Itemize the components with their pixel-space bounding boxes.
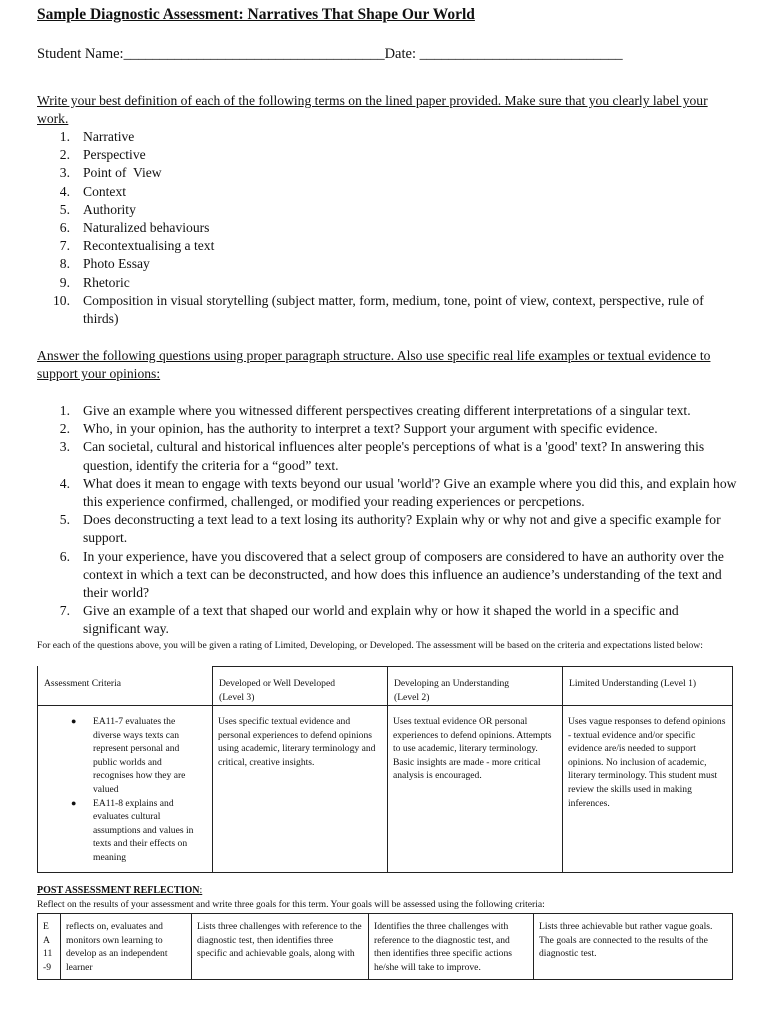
table-cell: Uses vague responses to defend opinions - textual evidence and/or specific evidence are/is needed to support opinions. No inclusion of academic, literary terminology. This student must review the skills used in making inferences. [563, 706, 733, 873]
post-assessment-heading: POST ASSESSMENT REFLECTION: [37, 885, 203, 896]
questions-list [37, 402, 737, 639]
list-item: 7. Give an example of a text that shaped our world and explain why or how it shaped the world in a specific and significant way. [59, 603, 679, 637]
list-item: ● EA11-7 evaluates the diverse ways texts can represent personal and public worlds and recognises how they are valued [71, 716, 186, 795]
table-cell: Lists three challenges with reference to the diagnostic test, then identifies three specific and achievable goals, along with [192, 914, 369, 980]
student-name-date-line: Student Name:____________________________________Date: ____________________________ [37, 46, 623, 62]
list-item: 4. Context [59, 183, 127, 199]
table-cell: reflects on, evaluates and monitors own learning to develop as an independent learner [61, 914, 192, 980]
list-item: 1. Narrative [59, 129, 135, 144]
table-row [38, 706, 733, 873]
table-header-cell: Assessment Criteria [38, 667, 213, 706]
post-assessment-description: Reflect on the results of your assessment and write three goals for this term. Your goals will be assessed using the following criteria: [37, 899, 545, 910]
list-item: 5. Authority [59, 201, 136, 217]
table-cell: Uses textual evidence OR personal experiences to defend opinions. Attempts to use academic, literary terminology. Basic insights are made - more critical analysis is encouraged. [388, 706, 563, 873]
list-item: 6. In your experience, have you discovered that a select group of composers are considered to have an authority over the context in which a text can be deconstructed, and how does this influence an audience’s understanding of the text and their world? [59, 548, 724, 601]
bullet-icon: ● [71, 797, 77, 808]
table-header-cell: Limited Understanding (Level 1) [563, 667, 733, 706]
bullet-icon: ● [71, 716, 77, 726]
list-item: ● EA11-8 explains and evaluates cultural assumptions and values in texts and their effects on meaning [71, 797, 194, 863]
rubric-table [37, 666, 733, 873]
list-item: 8. Photo Essay [59, 256, 150, 272]
table-cell: Lists three achievable but rather vague goals. The goals are connected to the results of the diagnostic test. [534, 914, 733, 980]
list-item: 3. Point of View [59, 165, 162, 181]
list-item: 6. Naturalized behaviours [59, 220, 210, 236]
list-item: 2. Perspective [59, 147, 146, 163]
list-item: 4. What does it mean to engage with texts beyond our usual 'world'? Give an example where you did this, and explain how this experience confirmed, challenged, or modified your reading experiences or percpetions. [59, 475, 737, 510]
terms-list [37, 128, 737, 328]
table-row [38, 914, 733, 980]
list-item: 2. Who, in your opinion, has the authority to interpret a text? Support your argument with specific evidence. [59, 421, 658, 437]
table-cell: Uses specific textual evidence and personal experiences to defend opinions using academic, literary terminology and critical, creative insights. [213, 706, 388, 873]
list-item: 7. Recontextualising a text [59, 238, 215, 254]
table-cell: E A 11 -9 [38, 914, 61, 980]
list-item: 10. Composition in visual storytelling (subject matter, form, medium, tone, point of view, context, perspective, rule of thirds) [53, 292, 704, 327]
table-cell: Identifies the three challenges with reference to the diagnostic test, and then identifies three specific actions he/she will take to improve. [369, 914, 534, 980]
table-header-cell: Developed or Well Developed (Level 3) [213, 667, 388, 706]
rating-note: For each of the questions above, you will be given a rating of Limited, Developing, or Developed. The assessment will be based on the criteria and expectations listed below: [37, 640, 703, 651]
list-item: 1. Give an example where you witnessed different perspectives creating different interpretations of a singular text. [59, 403, 691, 418]
list-item: 3. Can societal, cultural and historical influences alter people's perceptions of what is a 'good' text? In answering this question, identify the criteria for a “good” text. [59, 439, 705, 473]
table-header-cell: Developing an Understanding (Level 2) [388, 667, 563, 706]
list-item: 9. Rhetoric [59, 274, 130, 290]
questions-instruction: Answer the following questions using proper paragraph structure. Also use specific real life examples or textual evidence to support your opinions: [37, 348, 711, 382]
table-row [38, 667, 733, 706]
definitions-instruction: Write your best definition of each of the following terms on the lined paper provided. Make sure that you clearly label your work. [37, 93, 708, 127]
criteria-list [43, 715, 207, 865]
reflection-table [37, 913, 733, 980]
list-item: 5. Does deconstructing a text lead to a text losing its authority? Explain why or why not and give a specific example for support. [59, 512, 721, 546]
page-title: Sample Diagnostic Assessment: Narratives That Shape Our World [37, 6, 475, 23]
table-cell [38, 706, 213, 873]
